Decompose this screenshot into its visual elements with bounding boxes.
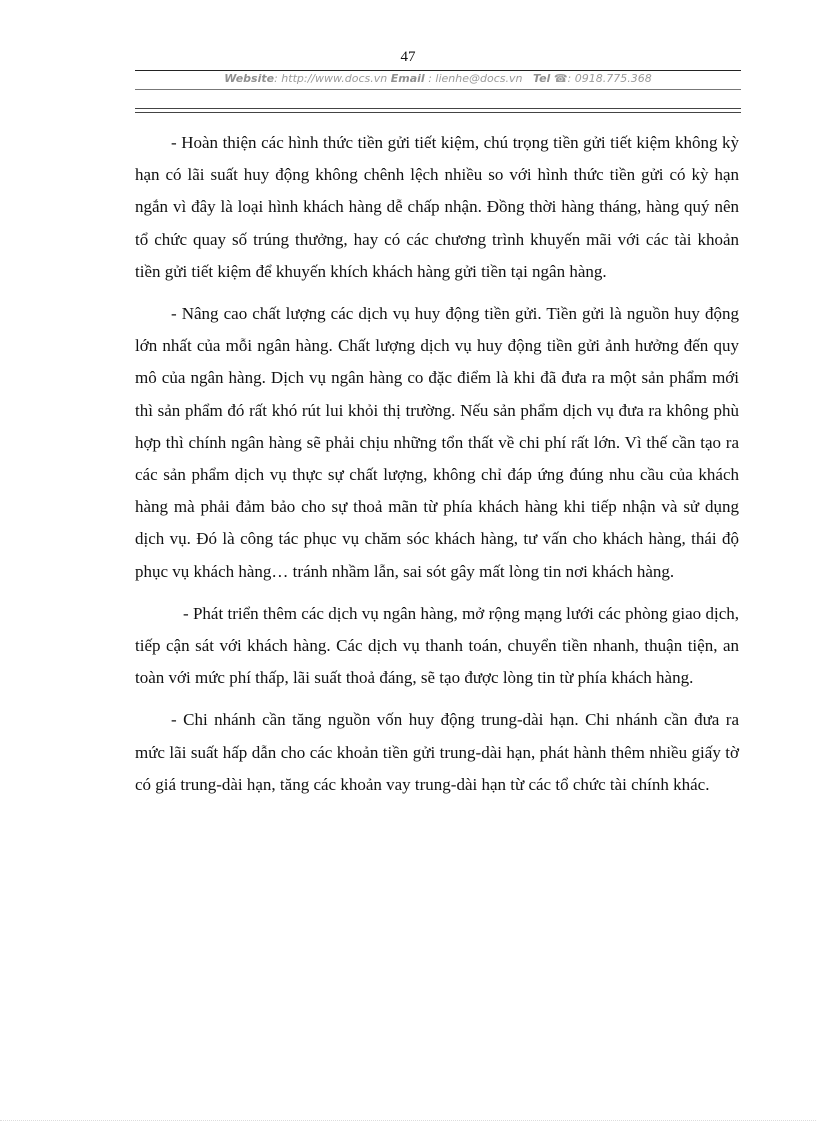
paragraph-savings-deposits: - Hoàn thiện các hình thức tiền gửi tiết kiệm, chú trọng tiền gửi tiết kiệm không kỳ hạn có lãi suất huy động không chênh lệch nhiều so với hình thức tiền gửi có kỳ hạn ngắn vì đây là loại hình khách hàng dễ chấp nhận. Đồng thời hàng tháng, hàng quý nên tổ chức quay số trúng thưởng, hay có các chương trình khuyến mãi với các tài khoản tiền gửi tiết kiệm để khuyến khích khách hàng gửi tiền tại ngân hàng. [135, 133, 739, 281]
document-body [135, 127, 739, 801]
site-header [135, 72, 741, 86]
header-middle-rule [135, 89, 741, 90]
paragraph-long-term-funding: - Chi nhánh cần tăng nguồn vốn huy động trung-dài hạn. Chi nhánh cần đưa ra mức lãi suất hấp dẫn cho các khoản tiền gửi trung-dài hạn, phát hành thêm nhiều giấy tờ có giá trung-dài hạn, tăng các khoản vay trung-dài hạn từ các tổ chức tài chính khác. [135, 710, 739, 794]
email-label: Email [390, 72, 425, 85]
header-top-rule [135, 70, 741, 71]
page-number: 47 [400, 49, 416, 65]
website-label: Website [224, 72, 275, 85]
header-double-rule [135, 108, 741, 113]
website-url[interactable]: : http://www.docs.vn [274, 72, 388, 85]
paragraph-branch-network: - Phát triển thêm các dịch vụ ngân hàng, mở rộng mạng lưới các phòng giao dịch, tiếp cận sát với khách hàng. Các dịch vụ thanh toán, chuyển tiền nhanh, thuận tiện, an toàn với mức phí thấp, lãi suất thoả đáng, sẽ tạo được lòng tin từ phía khách hàng. [135, 603, 739, 688]
paragraph-deposit-service-quality: - Nâng cao chất lượng các dịch vụ huy động tiền gửi. Tiền gửi là nguồn huy động lớn nhất của mỗi ngân hàng. Chất lượng dịch vụ huy động tiền gửi ảnh hưởng đến quy mô của ngân hàng. Dịch vụ ngân hàng co đặc điểm là khi đã đưa ra một sản phẩm mới thì sản phẩm đó rất khó rút lui khỏi thị trường. Nếu sản phẩm dịch vụ đưa ra không phù hợp thì chính ngân hàng sẽ phải chịu những tổn thất về chi phí rất lớn. Vì thế cần tạo ra các sản phẩm dịch vụ thực sự chất lượng, không chỉ đáp ứng đúng nhu cầu của khách hàng mà phải đảm bảo cho sự thoả mãn từ phía khách hàng khi tiếp nhận và sử dụng dịch vụ. Đó là công tác phục vụ chăm sóc khách hàng, tư vấn cho khách hàng, thái độ phục vụ khách hàng… tránh nhầm lẫn, sai sót gây mất lòng tin nơi khách hàng. [135, 304, 739, 581]
phone-icon: ☎ [553, 72, 568, 85]
email-address[interactable]: : lienhe@docs.vn [424, 72, 523, 85]
phone-number: : 0918.775.368 [567, 72, 652, 85]
tel-label: Tel [532, 72, 551, 85]
footer-dotted-rule [0, 1120, 816, 1121]
